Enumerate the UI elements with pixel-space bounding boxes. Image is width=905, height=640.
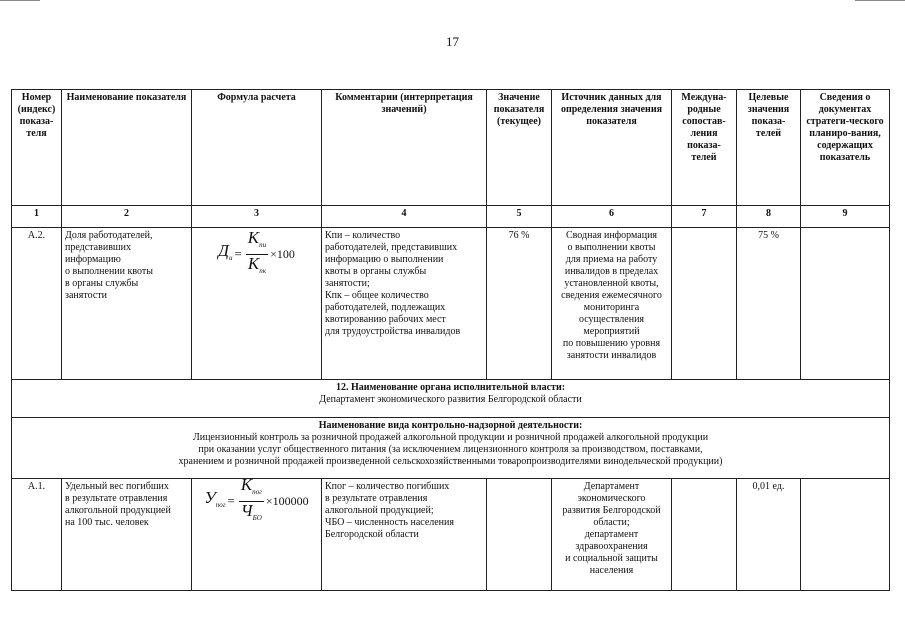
header-source: Источник данных для определения значения показателя <box>552 90 672 206</box>
top-rule <box>0 0 40 1</box>
cell-line: занятости инвалидов <box>566 350 657 361</box>
cell-line: Кпог – количество погибших <box>325 481 450 492</box>
row-current-value: 76 % <box>487 228 552 380</box>
cell-line: представивших <box>65 242 131 253</box>
cell-line: здравоохранения <box>575 541 648 552</box>
cell-line: для приема на работу <box>565 254 658 265</box>
cell-line: сведения ежемесячного <box>561 290 662 301</box>
formula-a1: $У_{пог}$ = $\frac{К_{пог}}{Ч_{БО}}$ ×100000 <box>195 481 318 521</box>
cell-line: мероприятий <box>583 326 640 337</box>
cell-line: квотированию рабочих мест <box>325 314 446 325</box>
cell-line: информацию о выполнении <box>325 254 444 265</box>
header-row <box>12 90 890 206</box>
row-source <box>552 479 672 591</box>
col-number: 4 <box>322 206 487 228</box>
cell-line: квоты в органы службы <box>325 266 427 277</box>
row-source <box>552 228 672 380</box>
cell-line: области; <box>593 517 630 528</box>
row-current-value <box>487 479 552 591</box>
cell-line: занятости; <box>325 278 370 289</box>
cell-line: Кпи – количество <box>325 230 401 241</box>
table-row <box>12 228 890 380</box>
control-line: Лицензионный контроль за розничной продажей алкогольной продукции и розничной продажей алкогольной продукции <box>192 432 709 443</box>
cell-line: в органы службы <box>65 278 139 289</box>
control-line: при оказании услуг общественного питания (за исключением лицензионного контроля за производством, поставками, <box>198 444 703 455</box>
header-formula: Формула расчета <box>192 90 322 206</box>
cell-line: населения <box>589 565 634 576</box>
row-documents <box>801 228 890 380</box>
column-number-row <box>12 206 890 228</box>
col-number: 1 <box>12 206 62 228</box>
header-current: Значение показателя (текущее) <box>487 90 552 206</box>
col-number: 5 <box>487 206 552 228</box>
cell-line: экономического <box>577 493 646 504</box>
col-number: 6 <box>552 206 672 228</box>
cell-line: инвалидов в пределах <box>564 266 659 277</box>
formula-a2: $Д_и$ = $\frac{К_{пи}}{К_{пк}}$ ×100 <box>218 227 295 275</box>
row-index: А.2. <box>12 228 62 380</box>
header-comment: Комментарии (интерпретация значений) <box>322 90 487 206</box>
row-comment <box>322 228 487 380</box>
control-title: Наименование вида контрольно-надзорной деятельности: <box>318 420 583 431</box>
cell-line: Удельный вес погибших <box>65 481 169 492</box>
col-number: 3 <box>192 206 322 228</box>
row-name <box>62 228 192 380</box>
section-title: 12. Наименование органа исполнительной власти: <box>335 382 566 393</box>
cell-line: Кпк – общее количество <box>325 290 429 301</box>
row-target-value: 0,01 ед. <box>737 479 801 591</box>
table-row <box>12 479 890 591</box>
cell-line: департамент <box>584 529 639 540</box>
cell-line: на 100 тыс. человек <box>65 517 149 528</box>
cell-line: в результате отравления <box>65 493 168 504</box>
row-name <box>62 479 192 591</box>
col-number: 7 <box>672 206 737 228</box>
section-subtitle: Департамент экономического развития Белгородской области <box>319 394 582 405</box>
cell-line: в результате отравления <box>325 493 428 504</box>
indicators-table <box>11 89 890 591</box>
col-number: 8 <box>737 206 801 228</box>
col-number: 2 <box>62 206 192 228</box>
cell-line: мониторинга <box>583 302 640 313</box>
cell-line: работодателей, подлежащих <box>325 302 446 313</box>
cell-line: и социальной защиты <box>565 553 658 564</box>
row-international <box>672 479 737 591</box>
cell-line: работодателей, представивших <box>325 242 458 253</box>
cell-line: информацию <box>65 254 121 265</box>
page-number: 17 <box>446 34 459 49</box>
row-formula <box>192 479 322 591</box>
header-target: Целевые значения показа-телей <box>737 90 801 206</box>
row-index: А.1. <box>12 479 62 591</box>
cell-line: развития Белгородской <box>562 505 661 516</box>
top-rule <box>855 0 905 1</box>
cell-line: алкогольной продукцией <box>65 505 171 516</box>
cell-line: Сводная информация <box>565 230 658 241</box>
header-name: Наименование показателя <box>62 90 192 206</box>
cell-line: Доля работодателей, <box>65 230 153 241</box>
cell-line: ЧБО – численность населения <box>325 517 454 528</box>
header-index: Номер (индекс) показа-теля <box>12 90 62 206</box>
row-formula <box>192 228 322 380</box>
section-row <box>12 418 890 479</box>
row-target-value: 75 % <box>737 228 801 380</box>
cell-line: занятости <box>65 290 107 301</box>
cell-line: Белгородской области <box>325 529 419 540</box>
col-number: 9 <box>801 206 890 228</box>
cell-line: для трудоустройства инвалидов <box>325 326 461 337</box>
cell-line: по повышению уровня <box>562 338 661 349</box>
cell-line: установленной квоты, <box>564 278 659 289</box>
row-comment <box>322 479 487 591</box>
header-international: Междуна-родные сопостав-ления показа-телей <box>672 90 737 206</box>
cell-line: алкогольной продукцией; <box>325 505 434 516</box>
section-row <box>12 380 890 418</box>
row-documents <box>801 479 890 591</box>
row-international <box>672 228 737 380</box>
cell-line: о выполнении квоты <box>567 242 656 253</box>
cell-line: о выполнении квоты <box>65 266 153 277</box>
cell-line: осуществления <box>578 314 645 325</box>
cell-line: Департамент <box>583 481 640 492</box>
header-documents: Сведения о документах стратеги-ческого планиро-вания, содержащих показатель <box>801 90 890 206</box>
control-line: хранением и розничной продажей произведенной сельскохозяйственными товаропроизводителями винодельческой продукции) <box>178 456 723 467</box>
